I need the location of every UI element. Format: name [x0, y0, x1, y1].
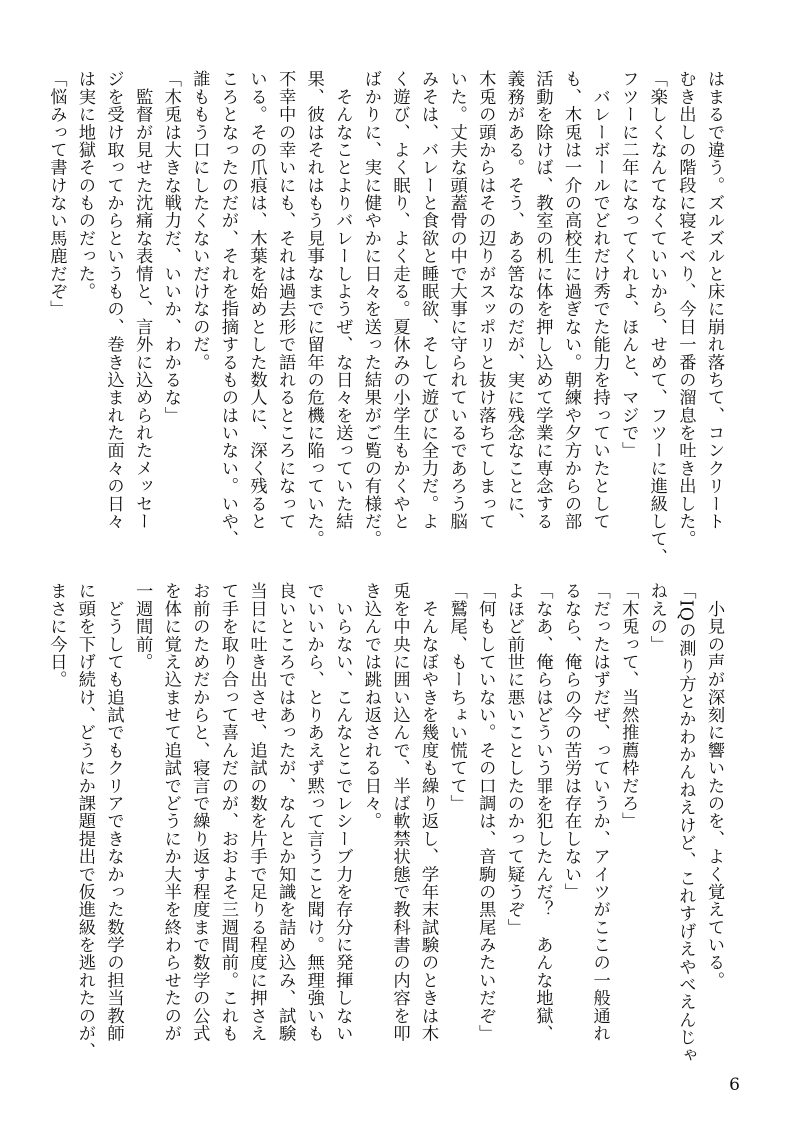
text-line: 誰ももう口にしたくないだけなのだ。: [189, 70, 210, 371]
text-line: き込んでは跳ね返される日々。: [360, 582, 381, 830]
text-line: 活動を除けば、教室の机に体を押し込めて学業に専念する: [532, 70, 553, 530]
text-line: 「悩みって書けない馬鹿だぞ」: [46, 70, 67, 318]
lower-text-block: [46, 582, 728, 1064]
text-line: お前のためだからと、寝言で繰り返す程度まで数学の公式: [189, 582, 210, 1042]
text-line: を体に覚え込ませて追試でどうにか大半を終わらせたのが: [160, 582, 181, 1042]
text-line: 監督が見せた沈痛な表情と、言外に込められたメッセー: [132, 70, 153, 530]
text-line: ころとなったのだが、それを指摘するものはいない。いや、: [217, 70, 238, 548]
text-line: 当日に吐き出させ、追試の数を片手で足りる程度に押さえ: [246, 582, 267, 1042]
text-line: いた。丈夫な頭蓋骨の中で大事に守られているであろう脳: [446, 70, 467, 530]
text-line: みそは、バレーと食欲と睡眠欲、そして遊びに全力だ。よ: [418, 70, 439, 530]
text-line: ねえの」: [646, 582, 667, 653]
text-line: に頭を下げ続け、どうにか課題提出で仮進級を逃れたのが、: [74, 582, 95, 1060]
text-line: て手を取り合って喜んだのが、おおよそ三週間前。これも: [217, 582, 238, 1042]
text-line: いる。その爪痕は、木葉を始めとした数人に、深く残ると: [246, 70, 267, 530]
text-line: 兎を中央に囲い込んで、半ば軟禁状態で教科書の内容を叩: [389, 582, 410, 1042]
text-line: そんなぼやきを幾度も繰り返し、学年末試験のときは木: [418, 582, 439, 1042]
text-line: でいいから、とりあえず黙って言うこと聞け。無理強いも: [303, 582, 324, 1042]
text-line: く遊び、よく眠り、よく走る。夏休みの小学生もかくやと: [389, 70, 410, 530]
text-line: 「楽しくなんてなくていいから、せめて、フツーに進級して、: [646, 70, 667, 566]
text-line: 果、彼はそれはもう見事なまでに留年の危機に陥っていた。: [303, 70, 324, 548]
text-line: 義務がある。そう、ある筈なのだが、実に残念なことに、: [503, 70, 524, 530]
text-line: 不幸中の幸いにも、それは過去形で語れるところになって: [275, 70, 296, 530]
text-line: 「だったはずだぜ、っていうか、アイツがここの一般通れ: [589, 582, 610, 1042]
text-line: るなら、俺らの今の苦労は存在しない」: [561, 582, 582, 901]
text-line: はまるで違う。ズルズルと床に崩れ落ちて、コンクリート: [704, 70, 724, 530]
text-line: バレーボールでどれだけ秀でた能力を持っていたとして: [589, 70, 610, 530]
text-line: よほど前世に悪いことしたのかって疑うぞ」: [503, 582, 524, 936]
text-line: そんなことよりバレーしようぜ、な日々を送っていた結: [332, 70, 353, 530]
text-line: 「鷲尾、もーちょい慌てて」: [446, 582, 467, 812]
upper-text-block: [46, 70, 728, 566]
text-line: 良いところではあったが、なんとか知識を詰め込み、試験: [275, 582, 296, 1042]
text-line: まさに今日。: [46, 582, 67, 689]
text-line: どうしても追試でもクリアできなかった数学の担当教師: [103, 582, 124, 1042]
text-line: むき出しの階段に寝そべり、今日一番の溜息を吐き出した。: [675, 70, 696, 548]
text-line: は実に地獄そのものだった。: [74, 70, 95, 300]
text-line: 木兎の頭からはその辺りがスッポリと抜け落ちてしまって: [475, 70, 496, 530]
text-line: 小見の声が深刻に響いたのを、よく覚えている。: [704, 582, 724, 989]
text-line: 一週間前。: [132, 582, 153, 671]
text-line: 「木兎は大きな戦力だ、いいか、わかるな」: [160, 70, 181, 424]
text-line: 「木兎って、当然推薦枠だろ」: [618, 582, 639, 830]
text-line: ジを受け取ってからというもの、巻き込まれた面々の日々: [103, 70, 124, 530]
text-line: 「IQの測り方とかわかんねえけど、これすげえやべえんじゃ: [675, 582, 696, 1064]
page-number: 6: [729, 1075, 740, 1095]
text-line: 「何もしていない。その口調は、音駒の黒尾みたいだぞ」: [475, 582, 496, 1042]
text-line: いらない、こんなとこでレシーブ力を存分に発揮しない: [332, 582, 353, 1042]
text-line: も、木兎は一介の高校生に過ぎない。朝練や夕方からの部: [561, 70, 582, 530]
text-line: 「なあ、俺らはどういう罪を犯したんだ？ あんな地獄、: [532, 582, 553, 1042]
text-line: ばかりに、実に健やかに日々を送った結果がご覧の有様だ。: [360, 70, 381, 548]
text-line: フツーに二年になってくれよ、ほんと、マジで」: [618, 70, 639, 460]
